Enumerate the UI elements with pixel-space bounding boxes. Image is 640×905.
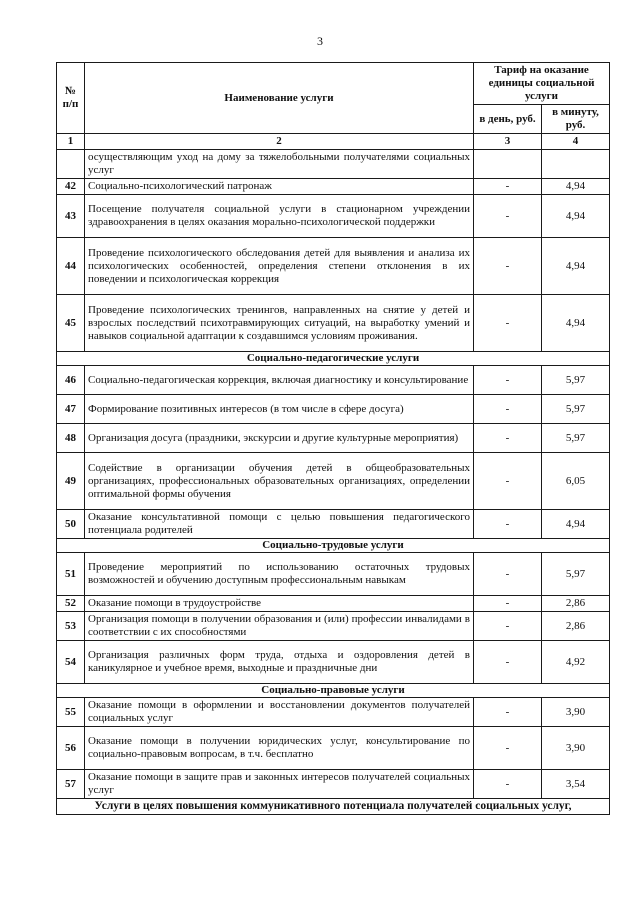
section-row xyxy=(57,539,610,553)
tariff-table xyxy=(56,62,610,815)
tariff-per-day: - xyxy=(474,179,542,195)
service-name: Проведение мероприятий по использованию остаточных трудовых возможностей и обучению доступным профессиональным навыкам xyxy=(85,553,474,596)
row-number: 52 xyxy=(57,596,85,612)
tariff-per-day: - xyxy=(474,195,542,238)
row-number: 44 xyxy=(57,238,85,295)
tariff-per-minute: 4,94 xyxy=(542,195,610,238)
tariff-per-day: - xyxy=(474,596,542,612)
index-cell: 2 xyxy=(85,134,474,150)
tariff-per-day: - xyxy=(474,366,542,395)
service-name: Оказание помощи в оформлении и восстановлении документов получателей социальных услуг xyxy=(85,698,474,727)
tariff-per-day: - xyxy=(474,641,542,684)
row-number: 42 xyxy=(57,179,85,195)
tariff-per-minute: 2,86 xyxy=(542,596,610,612)
tariff-per-day: - xyxy=(474,295,542,352)
table-row xyxy=(57,424,610,453)
tariff-per-minute: 5,97 xyxy=(542,553,610,596)
tariff-per-day: - xyxy=(474,238,542,295)
row-number: 43 xyxy=(57,195,85,238)
tariff-per-minute: 5,97 xyxy=(542,366,610,395)
continuation-row xyxy=(57,150,610,179)
tariff-per-minute: 2,86 xyxy=(542,612,610,641)
tariff-per-minute: 3,90 xyxy=(542,727,610,770)
tariff-per-day: - xyxy=(474,698,542,727)
tariff-per-minute: 3,54 xyxy=(542,770,610,799)
header-num: № п/п xyxy=(57,63,85,134)
tariff-per-day: - xyxy=(474,424,542,453)
service-name: Проведение психологических тренингов, направленных на снятие у детей и взрослых последствий психотравмирующих ситуаций, на выработку умений и навыков социальной адаптации к создавшимся условиям проживания. xyxy=(85,295,474,352)
table-row xyxy=(57,510,610,539)
index-cell: 4 xyxy=(542,134,610,150)
table-row xyxy=(57,179,610,195)
row-number: 53 xyxy=(57,612,85,641)
table-row xyxy=(57,553,610,596)
row-number: 57 xyxy=(57,770,85,799)
service-name: Посещение получателя социальной услуги в стационарном учреждении здравоохранения в целях оказания морально-психологической поддержки xyxy=(85,195,474,238)
tariff-per-minute: 5,97 xyxy=(542,424,610,453)
row-number: 46 xyxy=(57,366,85,395)
tariff-per-day: - xyxy=(474,453,542,510)
row-number: 45 xyxy=(57,295,85,352)
table-body xyxy=(57,134,610,799)
table-row xyxy=(57,641,610,684)
tariff-per-day: - xyxy=(474,770,542,799)
tariff-per-minute: 4,94 xyxy=(542,510,610,539)
service-name: Проведение психологического обследования детей для выявления и анализа их психологических особенностей, определения степени отклонения в их поведении и психологическая коррекция xyxy=(85,238,474,295)
tariff-per-minute: 4,94 xyxy=(542,238,610,295)
index-cell: 1 xyxy=(57,134,85,150)
section-title: Социально-правовые услуги xyxy=(57,684,610,698)
footer-section-title: Услуги в целях повышения коммуникативного потенциала получателей социальных услуг, xyxy=(57,799,610,815)
table-row xyxy=(57,395,610,424)
service-name: Социально-педагогическая коррекция, включая диагностику и консультирование xyxy=(85,366,474,395)
tariff-per-day: - xyxy=(474,727,542,770)
table-row xyxy=(57,366,610,395)
tariff-per-day: - xyxy=(474,612,542,641)
tariff-per-minute: 4,92 xyxy=(542,641,610,684)
table-row xyxy=(57,698,610,727)
table-row xyxy=(57,727,610,770)
service-name: Организация помощи в получении образования и (или) профессии инвалидами в соответствии с их способностями xyxy=(85,612,474,641)
row-number: 50 xyxy=(57,510,85,539)
index-cell: 3 xyxy=(474,134,542,150)
table-row xyxy=(57,612,610,641)
header-tariff: Тариф на оказание единицы социальной услуги xyxy=(474,63,610,105)
page-number: 3 xyxy=(317,34,323,48)
row-number: 48 xyxy=(57,424,85,453)
tariff-per-minute: 6,05 xyxy=(542,453,610,510)
row-number: 55 xyxy=(57,698,85,727)
table-row xyxy=(57,770,610,799)
section-row xyxy=(57,684,610,698)
row-number: 49 xyxy=(57,453,85,510)
service-name: Оказание консультативной помощи с целью повышения педагогического потенциала родителей xyxy=(85,510,474,539)
continuation-text: осуществляющим уход на дому за тяжелобольными получателями социальных услуг xyxy=(85,150,474,179)
column-index-row xyxy=(57,134,610,150)
tariff-per-minute: 4,94 xyxy=(542,295,610,352)
service-name: Оказание помощи в трудоустройстве xyxy=(85,596,474,612)
tariff-per-day: - xyxy=(474,510,542,539)
section-title: Социально-педагогические услуги xyxy=(57,352,610,366)
tariff-per-day: - xyxy=(474,553,542,596)
section-title: Социально-трудовые услуги xyxy=(57,539,610,553)
service-name: Оказание помощи в защите прав и законных интересов получателей социальных услуг xyxy=(85,770,474,799)
header-per-day: в день, руб. xyxy=(474,105,542,134)
tariff-per-minute: 4,94 xyxy=(542,179,610,195)
table-row xyxy=(57,453,610,510)
table-row xyxy=(57,238,610,295)
section-row xyxy=(57,352,610,366)
service-name: Содействие в организации обучения детей в общеобразовательных организациях, профессиональных образовательных организациях, определении оптимальной формы обучения xyxy=(85,453,474,510)
service-name: Формирование позитивных интересов (в том числе в сфере досуга) xyxy=(85,395,474,424)
row-number: 47 xyxy=(57,395,85,424)
table-row xyxy=(57,295,610,352)
row-number: 54 xyxy=(57,641,85,684)
service-name: Организация досуга (праздники, экскурсии и другие культурные мероприятия) xyxy=(85,424,474,453)
header-per-minute: в минуту, руб. xyxy=(542,105,610,134)
service-name: Организация различных форм труда, отдыха и оздоровления детей в каникулярное и учебное время, выходные и праздничные дни xyxy=(85,641,474,684)
table-row xyxy=(57,596,610,612)
table-row xyxy=(57,195,610,238)
row-number: 51 xyxy=(57,553,85,596)
header-service-name: Наименование услуги xyxy=(85,63,474,134)
tariff-per-minute: 3,90 xyxy=(542,698,610,727)
tariff-per-minute: 5,97 xyxy=(542,395,610,424)
tariff-per-day: - xyxy=(474,395,542,424)
service-name: Оказание помощи в получении юридических услуг, консультирование по социально-правовым вопросам, в т.ч. бесплатно xyxy=(85,727,474,770)
service-name: Социально-психологический патронаж xyxy=(85,179,474,195)
row-number: 56 xyxy=(57,727,85,770)
